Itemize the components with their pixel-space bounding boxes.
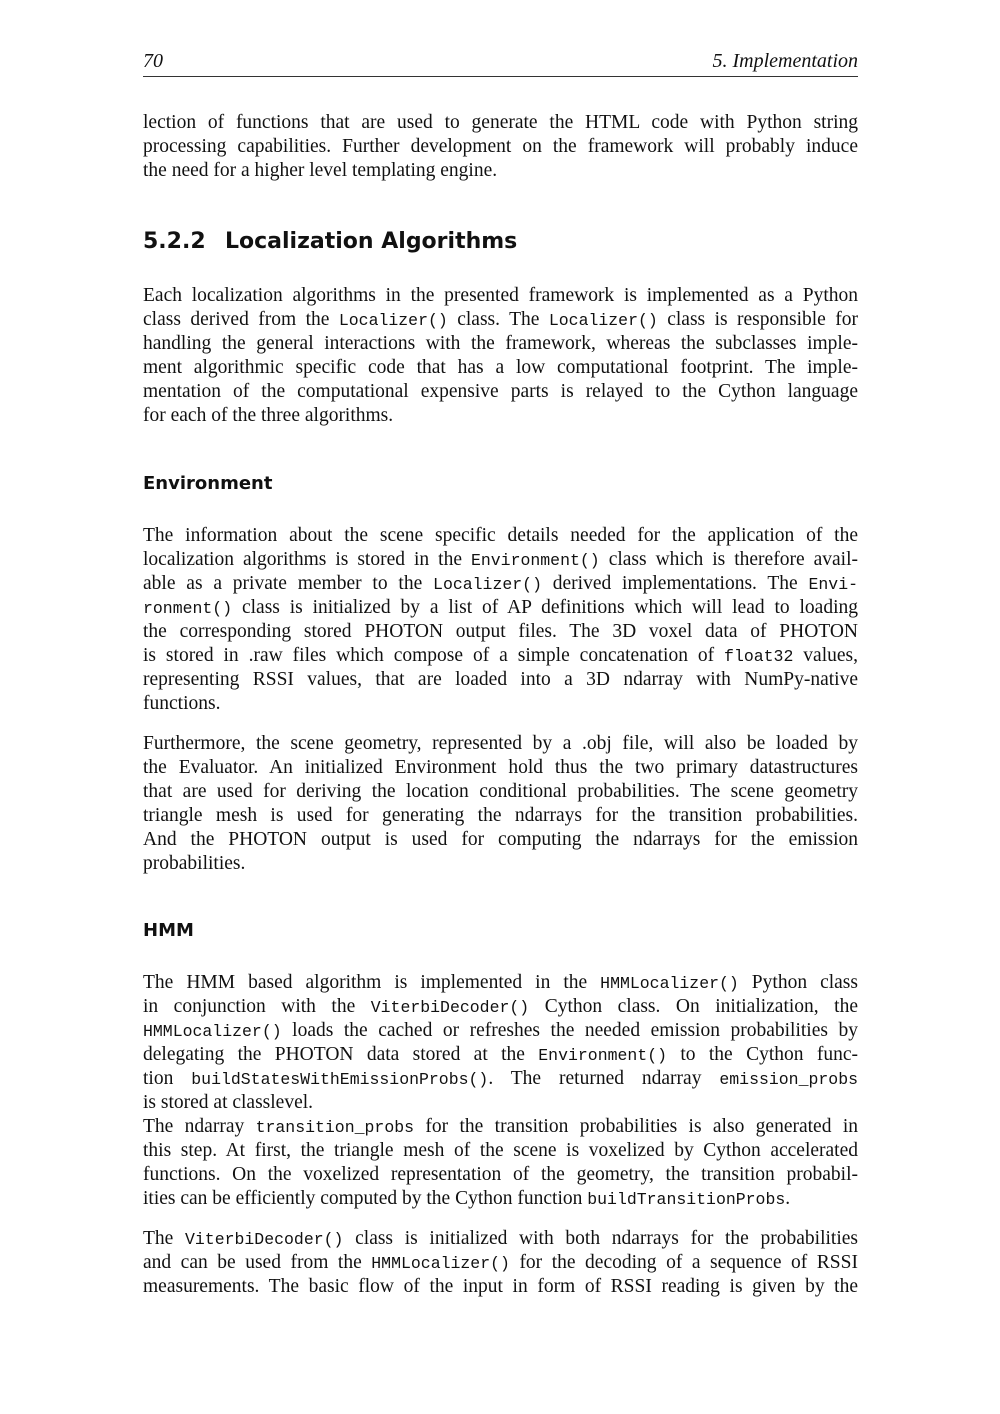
- text-line: ronment() class is initialized by a list of AP definitions which will lead to loading: [143, 597, 858, 618]
- inline-code: HMMLocalizer(): [600, 974, 739, 993]
- text-line: handling the general interactions with the framework, whereas the subclasses imple-: [143, 333, 858, 354]
- page-number: 70: [143, 50, 163, 72]
- inline-code: ViterbiDecoder(): [370, 998, 530, 1017]
- text-line: the need for a higher level templating engine.: [143, 160, 498, 181]
- text-line: ities can be efficiently computed by the Cython function buildTransitionProbs.: [143, 1188, 791, 1209]
- intro-paragraph: [143, 111, 858, 183]
- text-line: this step. At first, the triangle mesh of the scene is voxelized by Cython accelerated: [143, 1140, 858, 1161]
- text-line: Each localization algorithms in the presented framework is implemented as a Python: [143, 285, 858, 306]
- chapter-title: 5. Implementation: [712, 50, 858, 72]
- inline-code: Localizer(): [548, 311, 658, 330]
- section-title: Localization Algorithms: [225, 229, 518, 254]
- hmm-paragraph-1: [143, 971, 858, 1211]
- inline-code: Environment(): [538, 1046, 668, 1065]
- text-line: tion buildStatesWithEmissionProbs(). The returned ndarray emission_probs: [143, 1068, 858, 1089]
- text-line: The ViterbiDecoder() class is initialized with both ndarrays for the probabilities: [143, 1228, 858, 1249]
- text-line: functions.: [143, 693, 221, 714]
- text-line: triangle mesh is used for generating the ndarrays for the transition probabilities.: [143, 805, 858, 826]
- inline-code: Localizer(): [433, 575, 542, 594]
- inline-code: transition_probs: [255, 1118, 415, 1137]
- text-line: functions. On the voxelized representation of the geometry, the transition probabil-: [143, 1164, 858, 1185]
- text-line: measurements. The basic flow of the input in form of RSSI reading is given by the: [143, 1276, 858, 1297]
- text-line: representing RSSI values, that are loaded into a 3D ndarray with NumPy-native: [143, 669, 858, 690]
- text-line: ment algorithmic specific code that has a low computational footprint. The imple-: [143, 357, 858, 378]
- text-line: the Evaluator. An initialized Environment hold thus the two primary datastructures: [143, 757, 858, 778]
- inline-code: HMMLocalizer(): [143, 1022, 282, 1041]
- section-number: 5.2.2: [143, 229, 206, 254]
- section-paragraph: [143, 284, 858, 428]
- inline-code: ronment(): [143, 599, 233, 618]
- text-line: probabilities.: [143, 853, 246, 874]
- text-line: able as a private member to the Localizer() derived implementations. The Envi-: [143, 573, 858, 594]
- inline-code: Envi-: [808, 575, 858, 594]
- inline-code: float32: [724, 647, 794, 666]
- text-line: is stored in .raw files which compose of a simple concatenation of float32 values,: [143, 645, 858, 666]
- inline-code: buildTransitionProbs: [587, 1190, 786, 1209]
- text-line: HMMLocalizer() loads the cached or refreshes the needed emission probabilities by: [143, 1020, 858, 1041]
- environment-paragraph-2: [143, 732, 858, 876]
- text-line: delegating the PHOTON data stored at the Environment() to the Cython func-: [143, 1044, 858, 1065]
- text-line: lection of functions that are used to generate the HTML code with Python string: [143, 112, 858, 133]
- inline-code: Environment(): [470, 551, 600, 570]
- inline-code: emission_probs: [719, 1070, 858, 1089]
- inline-code: ViterbiDecoder(): [185, 1230, 344, 1249]
- text-line: mentation of the computational expensive parts is relayed to the Cython language: [143, 381, 858, 402]
- text-line: the corresponding stored PHOTON output files. The 3D voxel data of PHOTON: [143, 621, 858, 642]
- inline-code: Localizer(): [338, 311, 448, 330]
- text-line: And the PHOTON output is used for computing the ndarrays for the emission: [143, 829, 858, 850]
- text-line: localization algorithms is stored in the Environment() class which is therefore avail-: [143, 549, 858, 570]
- subsection-heading-hmm: HMM: [143, 920, 194, 941]
- text-line: and can be used from the HMMLocalizer() for the decoding of a sequence of RSSI: [143, 1252, 858, 1273]
- text-line: is stored at classlevel.: [143, 1092, 314, 1113]
- text-line: Furthermore, the scene geometry, represented by a .obj file, will also be loaded by: [143, 733, 858, 754]
- inline-code: buildStatesWithEmissionProbs(): [191, 1070, 489, 1089]
- section-heading: [143, 229, 517, 254]
- text-line: class derived from the Localizer() class. The Localizer() class is responsible for: [143, 309, 859, 330]
- text-line: The ndarray transition_probs for the transition probabilities is also generated in: [143, 1116, 858, 1137]
- environment-paragraph-1: [143, 524, 858, 716]
- text-line: that are used for deriving the location conditional probabilities. The scene geometry: [143, 781, 858, 802]
- running-header: [143, 50, 858, 77]
- text-line: in conjunction with the ViterbiDecoder() Cython class. On initialization, the: [143, 996, 858, 1017]
- subsection-heading-environment: Environment: [143, 473, 273, 494]
- text-line: processing capabilities. Further development on the framework will probably induce: [143, 136, 858, 157]
- hmm-paragraph-2: [143, 1227, 858, 1299]
- inline-code: HMMLocalizer(): [371, 1254, 510, 1273]
- text-line: The information about the scene specific details needed for the application of the: [143, 525, 858, 546]
- text-line: The HMM based algorithm is implemented in the HMMLocalizer() Python class: [143, 972, 858, 993]
- text-line: for each of the three algorithms.: [143, 405, 394, 426]
